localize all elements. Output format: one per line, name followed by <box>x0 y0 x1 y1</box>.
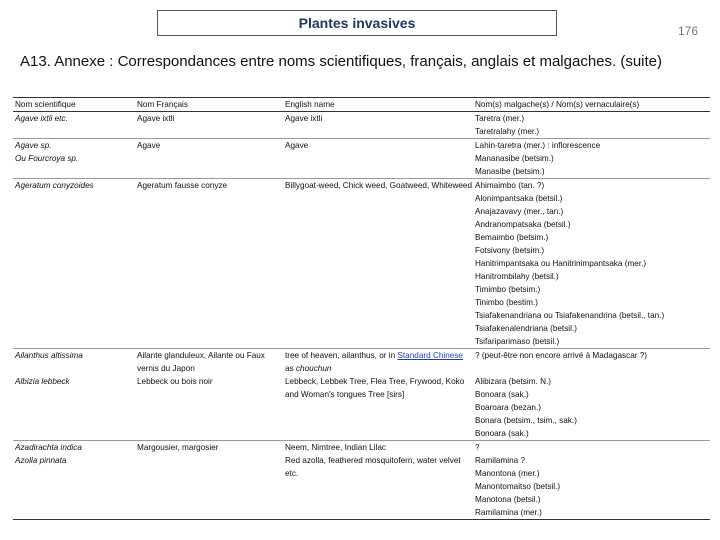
cell-line: Ou Fourcroya sp. <box>15 154 79 163</box>
cell-english-name <box>283 139 473 178</box>
table-row <box>13 440 710 454</box>
cell-line: Bemaimbo (betsim.) <box>475 233 549 242</box>
column-header-english: English name <box>285 100 335 109</box>
cell-english-name <box>283 375 473 440</box>
cell-line: Azadirachta indica <box>15 443 82 452</box>
cell-line: Lahin-taretra (mer.) : inflorescence <box>475 141 601 150</box>
cell-line: Boaroara (bezan.) <box>475 403 541 412</box>
cell-line: Albizia lebbeck <box>15 377 70 386</box>
cell-english-name <box>283 179 473 348</box>
cell-line: Agave <box>285 141 309 150</box>
table-header-row <box>13 98 710 112</box>
cell-line: Agave ixtli <box>137 114 175 123</box>
cell-line: Alonimpantsaka (betsil.) <box>475 194 563 203</box>
cell-line: Ailanthus altissima <box>15 351 83 360</box>
cell-english-name <box>283 112 473 138</box>
cell-line: Andranompatsaka (betsil.) <box>475 220 571 229</box>
cell-line: Agave ixtli <box>285 114 323 123</box>
cell-line: Ageratum fausse conyze <box>137 181 228 190</box>
cell-french-name <box>135 112 283 138</box>
cell-french-name <box>135 139 283 178</box>
cell-line: Tsifariparimaso (betsil.) <box>475 337 560 346</box>
standard-chinese-link[interactable]: Standard Chinese <box>397 351 463 360</box>
cell-english-name <box>283 454 473 519</box>
cell-line: Manontomaitso (betsil.) <box>475 482 561 491</box>
page-subtitle: A13. Annexe : Correspondances entre noms scientifiques, français, anglais et malgaches. (suite) <box>20 53 663 70</box>
cell-line: Bonoara (sak.) <box>475 429 529 438</box>
cell-malagasy-names <box>473 349 710 375</box>
table-row <box>13 178 710 348</box>
cell-line: Taretra (mer.) <box>475 114 525 123</box>
cell-line: Lebbeck ou bois noir <box>137 377 213 386</box>
cell-line: Ageratum conyzoides <box>15 181 94 190</box>
cell-french-name <box>135 179 283 348</box>
cell-line: Fotsivony (betsim.) <box>475 246 545 255</box>
cell-line: ? <box>475 443 480 452</box>
column-header-french: Nom Français <box>137 100 188 109</box>
cell-line: Hanitrombilahy (betsil.) <box>475 272 559 281</box>
cell-line: Neem, Nimtree, Indian Lilac <box>285 443 387 452</box>
cell-line: Bonara (betsim., tsim., sak.) <box>475 416 577 425</box>
table-row <box>13 454 710 519</box>
cell-malagasy-names <box>473 441 710 454</box>
cell-line: Alibizara (betsim. N.) <box>475 377 551 386</box>
cell-line: Agave <box>137 141 161 150</box>
english-text-italic: chouchun <box>295 364 332 373</box>
table-row <box>13 348 710 375</box>
cell-line: Agave sp. <box>15 141 52 150</box>
cell-scientific-name <box>13 375 135 440</box>
cell-line: Timimbo (betsim.) <box>475 285 541 294</box>
cell-line: Tinimbo (bestim.) <box>475 298 538 307</box>
cell-malagasy-names <box>473 375 710 440</box>
cell-scientific-name <box>13 139 135 178</box>
cell-scientific-name <box>13 349 135 375</box>
cell-line: Manontona (mer.) <box>475 469 540 478</box>
cell-malagasy-names <box>473 454 710 519</box>
cell-line: Hanitrimpantsaka ou Hanitrinimpantsaka (mer.) <box>475 259 647 268</box>
english-text: as <box>285 364 296 373</box>
cell-scientific-name <box>13 179 135 348</box>
header-title: Plantes invasives <box>298 15 416 31</box>
cell-line: Ramilamina ? <box>475 456 526 465</box>
cell-line: Margousier, margosier <box>137 443 219 452</box>
cell-scientific-name <box>13 441 135 454</box>
cell-english-name <box>283 441 473 454</box>
column-header-scientific: Nom scientifique <box>15 100 76 109</box>
cell-line: Billygoat-weed, Chick weed, Goatweed, Whiteweed <box>285 181 473 190</box>
cell-line: Manotona (betsil.) <box>475 495 541 504</box>
cell-line: ? (peut-être non encore arrivé à Madagascar ?) <box>475 351 648 360</box>
cell-line: Lebbeck, Lebbek Tree, Flea Tree, Frywood, Koko and Woman's tongues Tree [sirs] <box>285 377 465 399</box>
cell-line: Ahimaimbo (tan. ?) <box>475 181 545 190</box>
cell-line: Red azolla, feathered mosquitofern, water velvet etc. <box>285 456 461 478</box>
cell-malagasy-names <box>473 179 710 348</box>
english-text: tree of heaven, ailanthus, or in <box>285 351 398 360</box>
cell-line: Anajazavavy (mer., tan.) <box>475 207 564 216</box>
cell-malagasy-names <box>473 139 710 178</box>
cell-line: Tsiafakenalendriana (betsil.) <box>475 324 577 333</box>
cell-line: Taretralahy (mer.) <box>475 127 540 136</box>
table-row <box>13 375 710 440</box>
table-row <box>13 112 710 138</box>
cell-scientific-name <box>13 112 135 138</box>
cell-line: Agave ixtli etc. <box>15 114 68 123</box>
cell-line: Azolla pinnata <box>15 456 67 465</box>
table-row <box>13 138 710 178</box>
cell-line: Manasibe (betsim.) <box>475 167 545 176</box>
column-header-malagasy: Nom(s) malgache(s) / Nom(s) vernaculaire(s) <box>475 100 640 109</box>
cell-french-name <box>135 375 283 440</box>
cell-malagasy-names <box>473 112 710 138</box>
cell-scientific-name <box>13 454 135 519</box>
cell-line: Ramilamina (mer.) <box>475 508 542 517</box>
cell-english-name <box>283 349 473 375</box>
cell-french-name <box>135 454 283 519</box>
cell-line: Ailante glanduleux, Ailante ou Faux vernis du Japon <box>137 351 265 373</box>
correspondence-table <box>13 97 710 520</box>
cell-line: Mananasibe (betsim.) <box>475 154 554 163</box>
cell-french-name <box>135 349 283 375</box>
cell-french-name <box>135 441 283 454</box>
header-title-box <box>157 10 557 36</box>
page-number: 176 <box>677 24 698 38</box>
cell-line: Bonoara (sak.) <box>475 390 529 399</box>
cell-line: Tsiafakenandriana ou Tsiafakenandrina (betsil., tan.) <box>475 311 665 320</box>
